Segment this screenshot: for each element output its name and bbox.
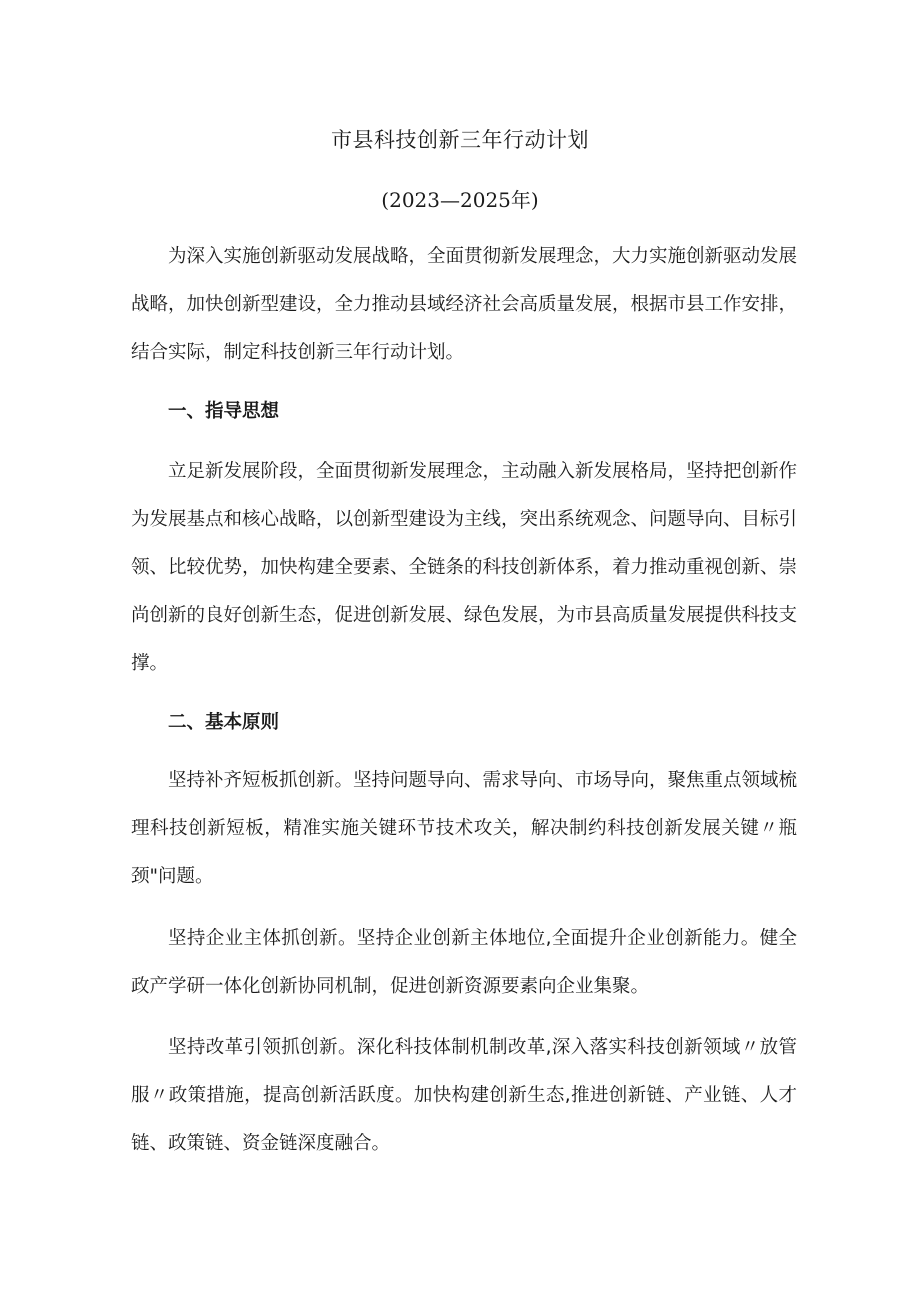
document-title: 市县科技创新三年行动计划	[331, 128, 589, 152]
principle-paragraph-2: 坚持企业主体抓创新。坚持企业创新主体地位,全面提升企业创新能力。健全政产学研一体化创新协同机制，促进创新资源要素向企业集聚。	[131, 928, 797, 997]
principle-paragraph-3: 坚持改革引领抓创新。深化科技体制机制改革,深入落实科技创新领域〃放管服〃政策措施，提高创新活跃度。加快构建创新生态,推进创新链、产业链、人才链、政策链、资金链深度融合。	[131, 1037, 797, 1154]
guiding-thought-paragraph: 立足新发展阶段，全面贯彻新发展理念，主动融入新发展格局，坚持把创新作为发展基点和核心战略，以创新型建设为主线，突出系统观念、问题导向、目标引领、比较优势，加快构建全要素、全链条的科技创新体系，着力推动重视创新、崇尚创新的良好创新生态，促进创新发展、绿色发展，为市县高质量发展提供科技支撑。	[131, 461, 798, 674]
section-heading-guiding-thought: 一、指导思想	[168, 401, 280, 422]
section-heading-basic-principles: 二、基本原则	[168, 712, 280, 733]
document-subtitle: (2023—2025年)	[381, 188, 539, 212]
principle-paragraph-1: 坚持补齐短板抓创新。坚持问题导向、需求导向、市场导向，聚焦重点领域梳理科技创新短板，精准实施关键环节技术攻关，解决制约科技创新发展关键〃瓶颈"问题。	[131, 770, 798, 887]
intro-paragraph: 为深入实施创新驱动发展战略，全面贯彻新发展理念，大力实施创新驱动发展战略，加快创新型建设，全力推动县域经济社会高质量发展，根据市县工作安排，结合实际，制定科技创新三年行动计划。	[131, 246, 798, 363]
